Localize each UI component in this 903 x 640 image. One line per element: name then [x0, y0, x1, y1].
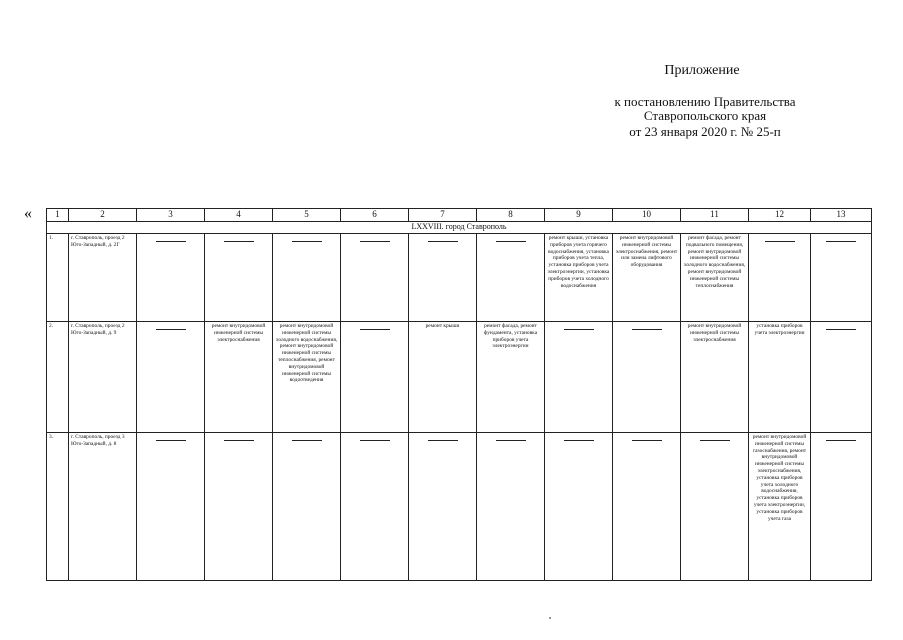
- empty-dash: [765, 241, 795, 242]
- works-cell: установка приборов учета электроэнергии: [749, 322, 811, 433]
- appendix-line-1: к постановлению Правительства: [614, 94, 796, 109]
- works-cell: ремонт крыши: [409, 322, 477, 433]
- empty-dash: [156, 329, 186, 330]
- row-number: 2.: [47, 322, 69, 433]
- empty-dash: [360, 440, 390, 441]
- row-number: 1.: [47, 234, 69, 322]
- works-cell: [137, 433, 205, 581]
- empty-dash: [224, 241, 254, 242]
- column-header: 12: [749, 209, 811, 222]
- works-cell: ремонт внутридомовой инженерной системы газоснабжения, ремонт внутридомовой инженерной системы электроснабжения, установка приборов учета холодного водоснабжения, установка приборов учета электроэнергии, установка приборов учета газа: [749, 433, 811, 581]
- address-cell: г. Ставрополь, проезд 2 Юго-Западный, д. 2Г: [69, 234, 137, 322]
- empty-dash: [826, 329, 856, 330]
- column-number-row: [47, 209, 872, 222]
- address-cell: г. Ставрополь, проезд 3 Юго-Западный, д. 8: [69, 433, 137, 581]
- column-header: 5: [273, 209, 341, 222]
- column-header: 2: [69, 209, 137, 222]
- empty-dash: [632, 329, 662, 330]
- appendix-title: Приложение: [664, 63, 740, 78]
- empty-dash: [428, 440, 458, 441]
- works-cell: ремонт внутридомовой инженерной системы электроснабжения: [205, 322, 273, 433]
- empty-dash: [292, 440, 322, 441]
- works-cell: ремонт внутридомовой инженерной системы холодного водоснабжения, ремонт внутридомовой инженерной системы теплоснабжения, ремонт внутридомовой инженерной системы водоотведения: [273, 322, 341, 433]
- column-header: 11: [681, 209, 749, 222]
- empty-dash: [826, 241, 856, 242]
- works-cell: [749, 234, 811, 322]
- works-cell: [409, 234, 477, 322]
- column-header: 10: [613, 209, 681, 222]
- scan-speck: [549, 617, 551, 619]
- empty-dash: [360, 329, 390, 330]
- works-cell: [613, 433, 681, 581]
- works-cell: [205, 433, 273, 581]
- empty-dash: [360, 241, 390, 242]
- empty-dash: [496, 440, 526, 441]
- works-cell: [341, 433, 409, 581]
- repair-schedule-table: [46, 208, 872, 581]
- appendix-line-3: от 23 января 2020 г. № 25-п: [629, 124, 781, 139]
- works-cell: [811, 322, 872, 433]
- column-header: 8: [477, 209, 545, 222]
- column-header: 1: [47, 209, 69, 222]
- works-cell: [341, 234, 409, 322]
- column-header: 3: [137, 209, 205, 222]
- empty-dash: [632, 440, 662, 441]
- address-cell: г. Ставрополь, проезд 2 Юго-Западный, д. 9: [69, 322, 137, 433]
- table-row: [47, 322, 872, 433]
- column-header: 7: [409, 209, 477, 222]
- works-cell: [811, 234, 872, 322]
- works-cell: [545, 433, 613, 581]
- works-cell: [681, 433, 749, 581]
- table-row: [47, 234, 872, 322]
- works-cell: ремонт фасада, ремонт фундамента, установка приборов учета электроэнергии: [477, 322, 545, 433]
- works-cell: ремонт крыши, установка приборов учета горячего водоснабжения, установка приборов учета тепла, установка приборов учета электроэнергии, установка приборов учета холодного водоснабжения: [545, 234, 613, 322]
- works-cell: [341, 322, 409, 433]
- column-header: 6: [341, 209, 409, 222]
- works-cell: [811, 433, 872, 581]
- works-cell: ремонт внутридомовой инженерной системы электроснабжения, ремонт или замена лифтового оборудования: [613, 234, 681, 322]
- works-cell: [137, 322, 205, 433]
- works-cell: [613, 322, 681, 433]
- works-cell: [205, 234, 273, 322]
- column-header: 9: [545, 209, 613, 222]
- row-number: 3.: [47, 433, 69, 581]
- table-row: [47, 433, 872, 581]
- works-cell: [273, 234, 341, 322]
- works-cell: [545, 322, 613, 433]
- opening-quote: «: [24, 205, 32, 222]
- works-cell: [137, 234, 205, 322]
- empty-dash: [496, 241, 526, 242]
- works-cell: [273, 433, 341, 581]
- empty-dash: [700, 440, 730, 441]
- works-cell: [477, 433, 545, 581]
- empty-dash: [156, 440, 186, 441]
- empty-dash: [428, 241, 458, 242]
- works-cell: [409, 433, 477, 581]
- empty-dash: [564, 329, 594, 330]
- empty-dash: [156, 241, 186, 242]
- appendix-line-2: Ставропольского края: [643, 108, 767, 123]
- empty-dash: [826, 440, 856, 441]
- column-header: 4: [205, 209, 273, 222]
- works-cell: ремонт фасада, ремонт подвального помещения, ремонт внутридомовой инженерной системы холодного водоснабжения, ремонт внутридомовой инженерной системы теплоснабжения: [681, 234, 749, 322]
- empty-dash: [292, 241, 322, 242]
- works-cell: ремонт внутридомовой инженерной системы электроснабжения: [681, 322, 749, 433]
- works-cell: [477, 234, 545, 322]
- empty-dash: [564, 440, 594, 441]
- section-row: [47, 222, 872, 234]
- empty-dash: [224, 440, 254, 441]
- section-title: LXXVIII. город Ставрополь: [47, 222, 872, 234]
- column-header: 13: [811, 209, 872, 222]
